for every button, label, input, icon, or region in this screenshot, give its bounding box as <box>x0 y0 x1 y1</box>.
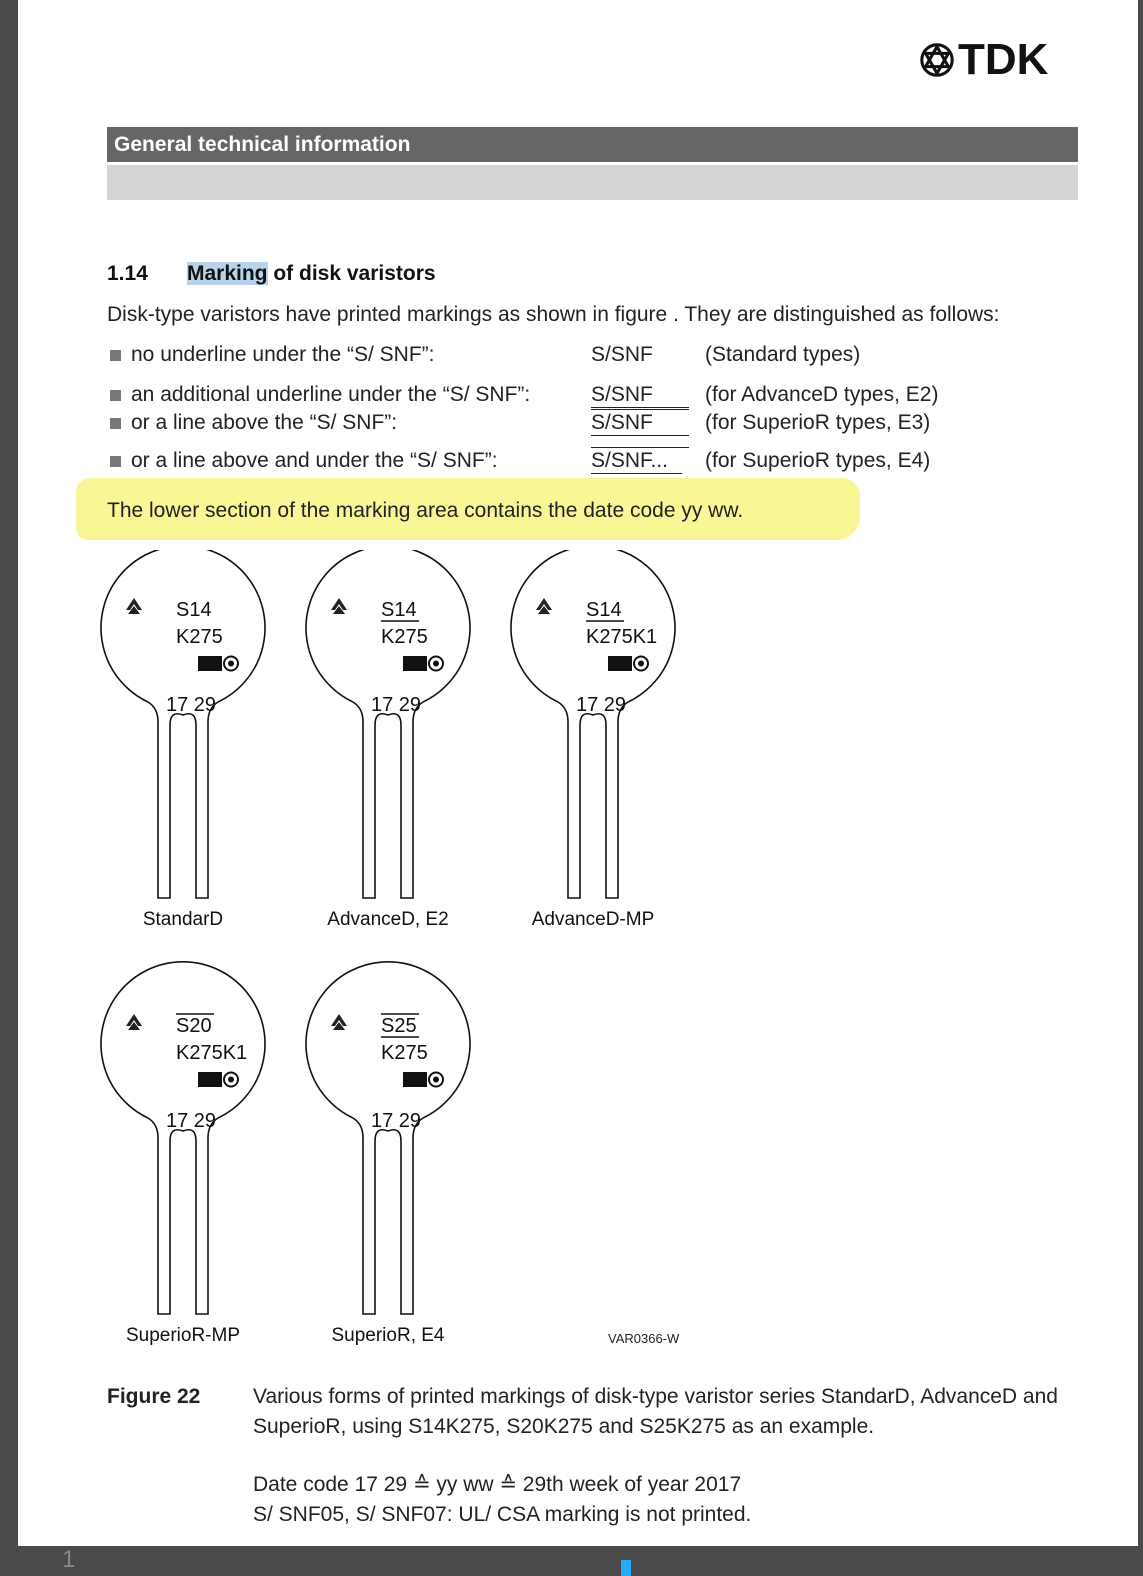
scroll-indicator[interactable] <box>621 1560 631 1576</box>
varistor-figure <box>88 550 808 1360</box>
varistor-4 <box>101 962 265 1346</box>
marking-note: (for SuperioR types, E3) <box>705 411 931 434</box>
document-page <box>18 0 1138 1546</box>
figure-code: VAR0366-W <box>608 1331 680 1346</box>
section-title: of disk varistors <box>267 262 436 285</box>
varistor-line1: S14 <box>381 599 417 621</box>
viewer-bottom-bar <box>0 1546 1143 1576</box>
marking-code: S/SNF... <box>591 449 682 474</box>
varistor-line1: S25 <box>381 1015 417 1037</box>
varistor-line2: K275K1 <box>176 1042 248 1064</box>
caption-text: Various forms of printed markings of disk-type varistor series StandarD, AdvanceD and SuperioR, using S14K275, S20K275 and S25K275 as an example. <box>253 1385 1058 1438</box>
tdk-logo-icon <box>918 41 956 79</box>
marking-code: S/SNF <box>591 383 689 408</box>
date-code-text: Date code 17 29 ≙ yy ww ≙ 29th week of year 2017 <box>253 1473 742 1496</box>
section-heading <box>107 262 436 286</box>
varistor-date: 17 29 <box>371 1110 422 1132</box>
varistor-date: 17 29 <box>371 694 422 716</box>
marking-code: S/SNF <box>591 411 689 436</box>
page-number: 1 <box>62 1546 76 1573</box>
varistor-label: SuperioR, E4 <box>331 1325 445 1346</box>
section-banner: General technical information <box>107 127 1078 162</box>
bullet-text: or a line above the “S/ SNF”: <box>131 411 398 434</box>
varistor-label: StandarD <box>142 909 224 930</box>
varistor-label: SuperioR-MP <box>125 1325 241 1346</box>
varistor-date: 17 29 <box>166 694 217 716</box>
varistor-5 <box>306 962 470 1346</box>
bullet-text: no underline under the “S/ SNF”: <box>131 343 435 366</box>
varistor-2 <box>306 550 470 930</box>
varistor-label: AdvanceD-MP <box>531 909 655 930</box>
varistor-3 <box>511 550 675 930</box>
bullet-text: an additional underline under the “S/ SNF”: <box>131 383 531 406</box>
overline <box>591 409 689 410</box>
marking-note: (Standard types) <box>705 343 861 366</box>
figure-label: Figure 22 <box>107 1385 201 1408</box>
bullet-icon <box>110 390 121 401</box>
section-banner-strip <box>107 165 1078 200</box>
varistor-1 <box>101 550 265 930</box>
intro-paragraph: Disk-type varistors have printed markings as shown in figure . They are distinguished as follows: <box>107 303 1000 326</box>
varistor-line2: K275K1 <box>586 626 658 648</box>
varistor-line2: K275 <box>381 1042 428 1064</box>
logo-text: TDK <box>958 35 1049 84</box>
varistor-line1: S20 <box>176 1015 212 1037</box>
section-number: 1.14 <box>107 262 148 285</box>
varistor-line2: K275 <box>176 626 223 648</box>
bullet-text: or a line above and under the “S/ SNF”: <box>131 449 498 472</box>
caption-note: S/ SNF05, S/ SNF07: UL/ CSA marking is not printed. <box>253 1503 752 1526</box>
bullet-icon <box>110 456 121 467</box>
marking-note: (for AdvanceD types, E2) <box>705 383 939 406</box>
marking-note: (for SuperioR types, E4) <box>705 449 931 472</box>
varistor-line1: S14 <box>176 599 212 621</box>
varistor-line1: S14 <box>586 599 622 621</box>
bullet-icon <box>110 350 121 361</box>
extra-underline <box>591 407 689 408</box>
highlighted-sentence: The lower section of the marking area contains the date code yy ww. <box>107 499 744 522</box>
bullet-icon <box>110 418 121 429</box>
marking-code: S/SNF <box>591 343 653 366</box>
tdk-logo <box>918 35 1049 84</box>
overline <box>591 447 689 448</box>
varistor-date: 17 29 <box>576 694 627 716</box>
varistor-line2: K275 <box>381 626 428 648</box>
varistor-label: AdvanceD, E2 <box>327 909 449 930</box>
varistor-date: 17 29 <box>166 1110 217 1132</box>
section-title-highlight: Marking <box>187 262 268 285</box>
